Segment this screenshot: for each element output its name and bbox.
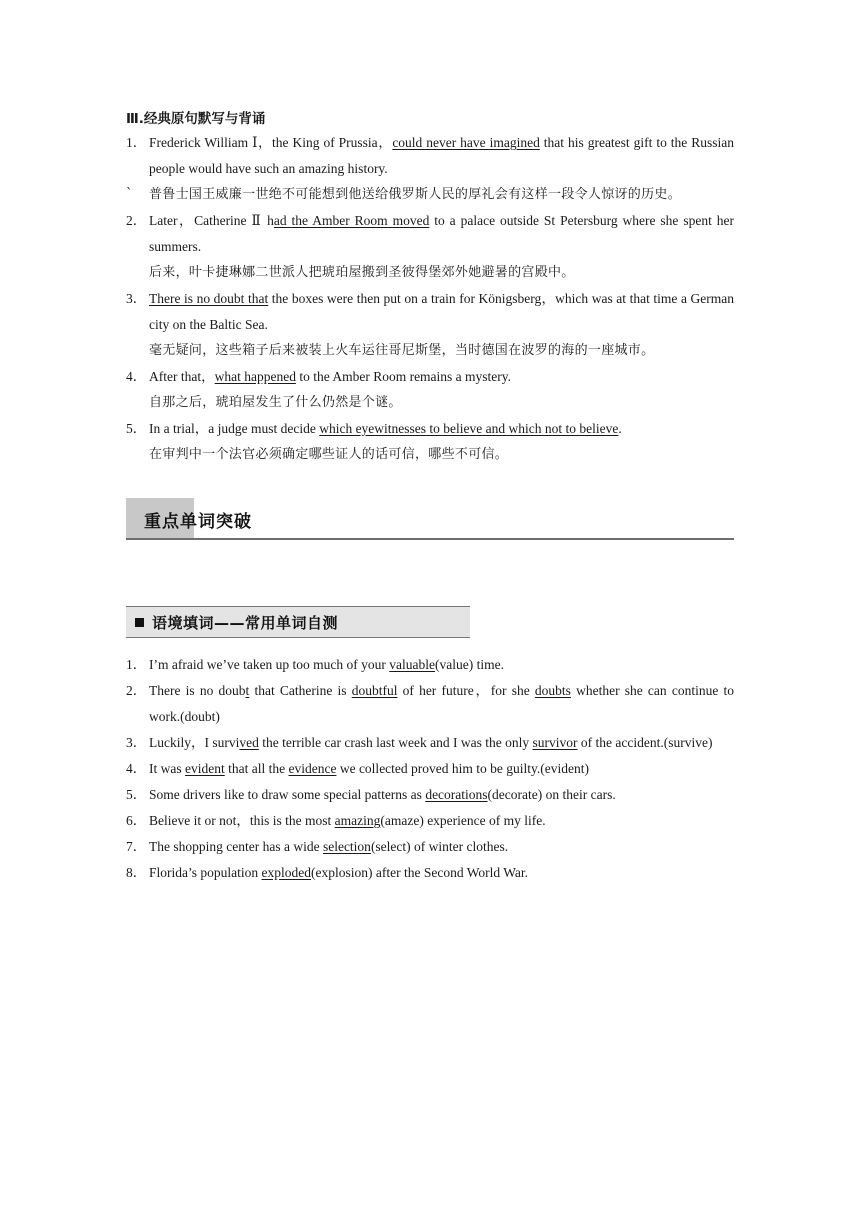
item-number: 7． <box>126 839 147 854</box>
subsection-title: 语境填词——常用单词自测 <box>152 614 339 632</box>
vocab-item <box>126 808 734 834</box>
subsection-bar <box>126 606 470 638</box>
item-number: 3． <box>126 291 147 306</box>
answer-blank: There is no doubt that <box>149 291 269 306</box>
sentence-text: the boxes were then put on a train for Königsberg，which was at that time a German city on the Baltic Sea. <box>149 291 734 332</box>
sentence-text: (explosion) after the Second World War. <box>311 865 529 880</box>
section-heading: Ⅲ.经典原句默写与背诵 <box>126 111 266 127</box>
sentence-item <box>126 286 734 338</box>
sentence-text: Later，Catherine Ⅱ h <box>149 213 274 228</box>
sentence-text: that Catherine is <box>249 683 352 698</box>
vocab-sentence <box>126 652 734 678</box>
vocab-item <box>126 678 734 730</box>
item-number: 3． <box>126 735 147 750</box>
sentence-text: that his greatest gift to the Russian people would have such an amazing history. <box>149 135 734 176</box>
sentence-text: Believe it or not，this is the most <box>149 813 335 828</box>
sentence-text: There is no doub <box>149 683 246 698</box>
answer-blank: survivor <box>532 735 578 750</box>
sentence-item <box>126 364 734 390</box>
sentence-text: The shopping center has a wide <box>149 839 323 854</box>
answer-blank: could never have imagined <box>392 135 540 150</box>
sentence-text: . <box>618 421 622 436</box>
sentence-list <box>126 130 734 468</box>
english-sentence <box>126 416 734 442</box>
item-number: 1． <box>126 135 147 150</box>
vocab-sentence <box>126 834 734 860</box>
vocab-item <box>126 652 734 678</box>
section-3 <box>126 108 734 468</box>
chinese-translation <box>126 182 734 208</box>
item-number: 4． <box>126 761 147 776</box>
sentence-item <box>126 208 734 260</box>
vocab-sentence <box>126 730 734 756</box>
answer-blank: doubts <box>534 683 571 698</box>
item-number: 1． <box>126 657 147 672</box>
answer-blank: which eyewitnesses to believe and which not to believe <box>319 421 619 436</box>
sentence-text: (amaze) experience of my life. <box>380 813 546 828</box>
vocab-list <box>126 652 734 886</box>
sentence-text: After that， <box>149 369 215 384</box>
mark-glyph: ` <box>126 187 133 202</box>
sentence-text: of her future，for she <box>397 683 535 698</box>
vocab-item <box>126 756 734 782</box>
answer-blank: valuable <box>389 657 436 672</box>
chinese-translation <box>126 338 734 364</box>
vocab-item <box>126 782 734 808</box>
sentence-text: It was <box>149 761 185 776</box>
sentence-text: Some drivers like to draw some special patterns as <box>149 787 426 802</box>
answer-blank: selection <box>322 839 371 854</box>
chinese-translation <box>126 390 734 416</box>
item-number: 2． <box>126 213 147 228</box>
answer-blank: what happened <box>214 369 296 384</box>
translation-text: 后来，叶卡捷琳娜二世派人把琥珀屋搬到圣彼得堡郊外她避暑的宫殿中。 <box>149 265 575 280</box>
vocab-sentence <box>126 782 734 808</box>
answer-blank: exploded <box>261 865 311 880</box>
vocab-item <box>126 730 734 756</box>
sentence-text: of the accident.(survive) <box>577 735 713 750</box>
sentence-item <box>126 416 734 442</box>
vocab-sentence <box>126 860 734 886</box>
vocab-sentence <box>126 808 734 834</box>
item-number: 4． <box>126 369 147 384</box>
item-number: 5． <box>126 787 147 802</box>
banner-title: 重点单词突破 <box>144 512 252 532</box>
answer-blank: ved <box>239 735 259 750</box>
translation-text: 普鲁士国王威廉一世绝不可能想到他送给俄罗斯人民的厚礼会有这样一段令人惊讶的历史。 <box>149 187 682 202</box>
answer-blank: ad the Amber Room moved <box>273 213 430 228</box>
item-number: 5． <box>126 421 147 436</box>
sentence-text: whether she can continue to work.(doubt) <box>149 683 734 724</box>
english-sentence <box>126 286 734 338</box>
key-words-banner <box>126 498 734 540</box>
answer-blank: evident <box>185 761 225 776</box>
sentence-text: the terrible car crash last week and I was the only <box>258 735 533 750</box>
answer-blank: evidence <box>288 761 337 776</box>
vocab-item <box>126 860 734 886</box>
sentence-text: Florida’s population <box>149 865 262 880</box>
vocab-sentence <box>126 756 734 782</box>
sentence-item <box>126 130 734 182</box>
vocab-item <box>126 834 734 860</box>
sentence-text: I’m afraid we’ve taken up too much of your <box>149 657 390 672</box>
sentence-text: we collected proved him to be guilty.(evident) <box>336 761 589 776</box>
sentence-text: to a palace outside St Petersburg where she spent her summers. <box>149 213 734 254</box>
english-sentence <box>126 208 734 260</box>
answer-blank: decorations <box>425 787 488 802</box>
chinese-translation <box>126 442 734 468</box>
vocab-sentence <box>126 678 734 730</box>
sentence-text: In a trial，a judge must decide <box>149 421 320 436</box>
answer-blank: doubtful <box>351 683 398 698</box>
sentence-text: Luckily，I survi <box>149 735 240 750</box>
sentence-text: Frederick William Ⅰ，the King of Prussia， <box>149 135 393 150</box>
english-sentence <box>126 364 734 390</box>
chinese-translation <box>126 260 734 286</box>
square-bullet-icon <box>135 618 144 627</box>
sentence-text: (value) time. <box>435 657 505 672</box>
sentence-text: to the Amber Room remains a mystery. <box>295 369 512 384</box>
translation-text: 自那之后，琥珀屋发生了什么仍然是个谜。 <box>149 395 402 410</box>
english-sentence <box>126 130 734 182</box>
answer-blank: t <box>245 683 250 698</box>
answer-blank: amazing <box>334 813 381 828</box>
sentence-text: that all the <box>224 761 289 776</box>
item-number: 6． <box>126 813 147 828</box>
sentence-text: (select) of winter clothes. <box>370 839 509 854</box>
translation-text: 毫无疑问，这些箱子后来被装上火车运往哥尼斯堡，当时德国在波罗的海的一座城市。 <box>149 343 655 358</box>
sentence-text: (decorate) on their cars. <box>487 787 616 802</box>
item-number: 8． <box>126 865 147 880</box>
item-number: 2． <box>126 683 147 698</box>
translation-text: 在审判中一个法官必须确定哪些证人的话可信，哪些不可信。 <box>149 447 509 462</box>
